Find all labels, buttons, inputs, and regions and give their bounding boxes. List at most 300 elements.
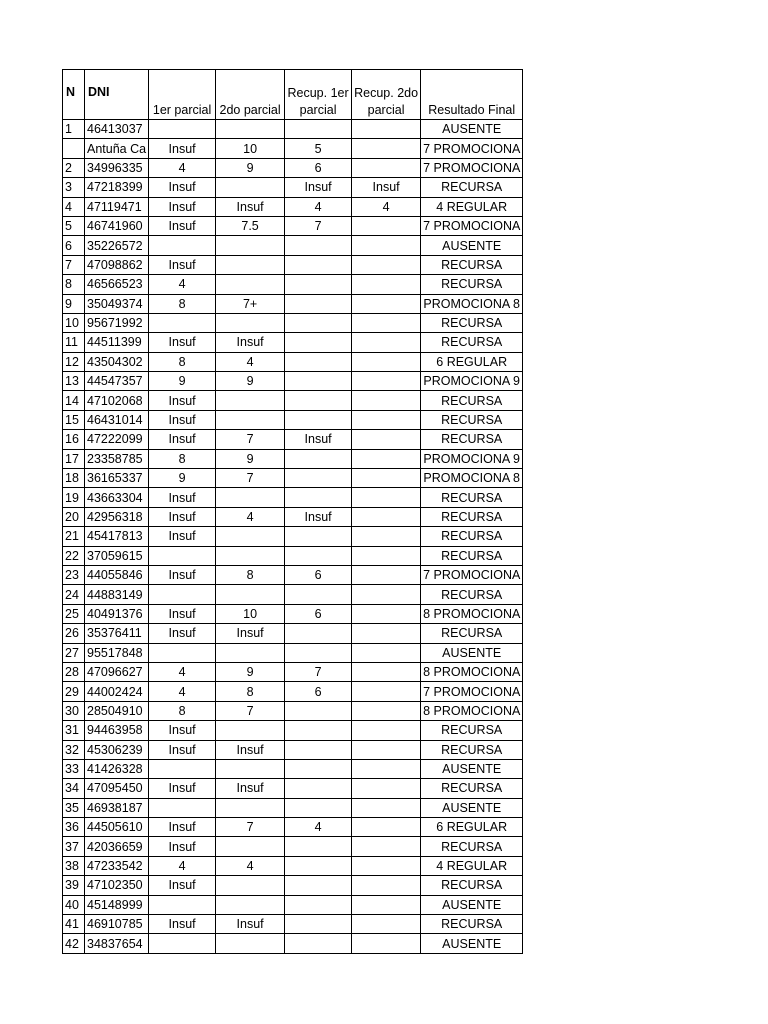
cell-recup-2do-parcial — [352, 934, 421, 953]
cell-recup-1er-parcial — [285, 294, 352, 313]
table-row — [63, 895, 523, 914]
cell-2do-parcial: 7 — [216, 701, 285, 720]
table-row — [63, 216, 523, 235]
cell-n: 31 — [63, 721, 85, 740]
cell-recup-2do-parcial — [352, 216, 421, 235]
cell-recup-1er-parcial — [285, 410, 352, 429]
cell-dni: 44505610 — [85, 818, 149, 837]
cell-resultado-final: RECURSA — [421, 876, 523, 895]
cell-recup-1er-parcial — [285, 469, 352, 488]
cell-1er-parcial: 8 — [149, 449, 216, 468]
cell-n: 6 — [63, 236, 85, 255]
cell-2do-parcial — [216, 643, 285, 662]
cell-n: 16 — [63, 430, 85, 449]
table-row — [63, 236, 523, 255]
cell-dni: 34837654 — [85, 934, 149, 953]
cell-1er-parcial: Insuf — [149, 488, 216, 507]
table-row — [63, 546, 523, 565]
table-row — [63, 372, 523, 391]
cell-recup-2do-parcial — [352, 488, 421, 507]
table-row — [63, 469, 523, 488]
cell-2do-parcial: 7+ — [216, 294, 285, 313]
cell-resultado-final: RECURSA — [421, 430, 523, 449]
cell-1er-parcial: Insuf — [149, 818, 216, 837]
cell-recup-2do-parcial — [352, 372, 421, 391]
cell-resultado-final: 7 PROMOCIONA — [421, 139, 523, 158]
cell-n: 20 — [63, 507, 85, 526]
cell-n: 18 — [63, 469, 85, 488]
cell-1er-parcial — [149, 759, 216, 778]
cell-recup-1er-parcial — [285, 120, 352, 139]
cell-recup-1er-parcial — [285, 701, 352, 720]
cell-n: 1 — [63, 120, 85, 139]
table-row — [63, 391, 523, 410]
cell-recup-1er-parcial: 7 — [285, 662, 352, 681]
cell-recup-1er-parcial — [285, 721, 352, 740]
cell-resultado-final: RECURSA — [421, 740, 523, 759]
table-row — [63, 818, 523, 837]
cell-resultado-final: RECURSA — [421, 915, 523, 934]
cell-n: 37 — [63, 837, 85, 856]
cell-2do-parcial — [216, 391, 285, 410]
table-row — [63, 856, 523, 875]
table-row — [63, 876, 523, 895]
cell-recup-2do-parcial — [352, 682, 421, 701]
cell-1er-parcial: Insuf — [149, 604, 216, 623]
cell-recup-2do-parcial — [352, 624, 421, 643]
cell-recup-2do-parcial — [352, 662, 421, 681]
cell-recup-2do-parcial — [352, 546, 421, 565]
cell-recup-2do-parcial — [352, 430, 421, 449]
cell-1er-parcial: Insuf — [149, 527, 216, 546]
table-row — [63, 934, 523, 953]
cell-1er-parcial: 4 — [149, 856, 216, 875]
cell-recup-2do-parcial — [352, 449, 421, 468]
header-recup-2do-parcial: Recup. 2do parcial — [352, 70, 421, 120]
cell-2do-parcial — [216, 895, 285, 914]
cell-dni: 42036659 — [85, 837, 149, 856]
cell-2do-parcial — [216, 410, 285, 429]
cell-resultado-final: RECURSA — [421, 313, 523, 332]
cell-n: 29 — [63, 682, 85, 701]
table-row — [63, 275, 523, 294]
cell-2do-parcial — [216, 178, 285, 197]
table-row — [63, 701, 523, 720]
cell-2do-parcial: 7.5 — [216, 216, 285, 235]
table-row — [63, 643, 523, 662]
cell-n: 35 — [63, 798, 85, 817]
cell-2do-parcial: 4 — [216, 352, 285, 371]
cell-resultado-final: AUSENTE — [421, 934, 523, 953]
cell-dni: 47119471 — [85, 197, 149, 216]
cell-recup-2do-parcial — [352, 818, 421, 837]
cell-1er-parcial — [149, 643, 216, 662]
cell-2do-parcial: 9 — [216, 662, 285, 681]
cell-recup-1er-parcial: Insuf — [285, 507, 352, 526]
cell-n: 11 — [63, 333, 85, 352]
cell-n: 7 — [63, 255, 85, 274]
cell-resultado-final: RECURSA — [421, 721, 523, 740]
cell-n: 9 — [63, 294, 85, 313]
cell-resultado-final: 7 PROMOCIONA — [421, 158, 523, 177]
cell-dni: 47233542 — [85, 856, 149, 875]
cell-resultado-final: RECURSA — [421, 527, 523, 546]
cell-dni: 44511399 — [85, 333, 149, 352]
cell-recup-2do-parcial — [352, 527, 421, 546]
cell-dni: 47096627 — [85, 662, 149, 681]
cell-1er-parcial: Insuf — [149, 139, 216, 158]
cell-dni: 94463958 — [85, 721, 149, 740]
cell-dni: 36165337 — [85, 469, 149, 488]
header-recup-1er-parcial: Recup. 1er parcial — [285, 70, 352, 120]
header-row — [63, 70, 523, 120]
table-row — [63, 779, 523, 798]
cell-1er-parcial: 9 — [149, 372, 216, 391]
cell-resultado-final: AUSENTE — [421, 236, 523, 255]
cell-n: 14 — [63, 391, 85, 410]
cell-recup-1er-parcial — [285, 643, 352, 662]
cell-recup-1er-parcial: 4 — [285, 197, 352, 216]
cell-resultado-final: 4 REGULAR — [421, 197, 523, 216]
cell-2do-parcial: 7 — [216, 430, 285, 449]
cell-n: 32 — [63, 740, 85, 759]
table-row — [63, 139, 523, 158]
table-row — [63, 294, 523, 313]
cell-recup-2do-parcial — [352, 120, 421, 139]
cell-n: 8 — [63, 275, 85, 294]
cell-n: 12 — [63, 352, 85, 371]
cell-2do-parcial: 9 — [216, 158, 285, 177]
cell-1er-parcial: Insuf — [149, 915, 216, 934]
header-n: N — [63, 70, 85, 120]
header-2do-parcial: 2do parcial — [216, 70, 285, 120]
cell-n: 2 — [63, 158, 85, 177]
cell-recup-2do-parcial — [352, 236, 421, 255]
cell-dni: 95671992 — [85, 313, 149, 332]
cell-dni: 46741960 — [85, 216, 149, 235]
cell-resultado-final: AUSENTE — [421, 643, 523, 662]
cell-resultado-final: RECURSA — [421, 410, 523, 429]
cell-recup-2do-parcial — [352, 701, 421, 720]
cell-2do-parcial: 4 — [216, 507, 285, 526]
cell-dni: 35376411 — [85, 624, 149, 643]
cell-n: 30 — [63, 701, 85, 720]
table-row — [63, 585, 523, 604]
cell-recup-2do-parcial — [352, 643, 421, 662]
cell-2do-parcial — [216, 275, 285, 294]
cell-recup-1er-parcial — [285, 255, 352, 274]
cell-recup-1er-parcial — [285, 934, 352, 953]
cell-2do-parcial: 8 — [216, 682, 285, 701]
cell-resultado-final: RECURSA — [421, 255, 523, 274]
cell-recup-2do-parcial — [352, 507, 421, 526]
cell-1er-parcial — [149, 236, 216, 255]
cell-n: 4 — [63, 197, 85, 216]
table-row — [63, 507, 523, 526]
table-row — [63, 759, 523, 778]
cell-n: 25 — [63, 604, 85, 623]
table-row — [63, 255, 523, 274]
cell-dni: 46910785 — [85, 915, 149, 934]
cell-2do-parcial: Insuf — [216, 915, 285, 934]
cell-n: 34 — [63, 779, 85, 798]
cell-recup-2do-parcial — [352, 798, 421, 817]
cell-n: 39 — [63, 876, 85, 895]
cell-recup-2do-parcial — [352, 740, 421, 759]
cell-2do-parcial — [216, 876, 285, 895]
cell-dni: 44547357 — [85, 372, 149, 391]
cell-2do-parcial: 10 — [216, 604, 285, 623]
cell-resultado-final: RECURSA — [421, 837, 523, 856]
cell-dni: 28504910 — [85, 701, 149, 720]
cell-recup-1er-parcial — [285, 798, 352, 817]
table-row — [63, 313, 523, 332]
cell-1er-parcial — [149, 798, 216, 817]
cell-recup-2do-parcial — [352, 313, 421, 332]
table-row — [63, 158, 523, 177]
cell-resultado-final: 7 PROMOCIONA — [421, 216, 523, 235]
cell-recup-1er-parcial — [285, 759, 352, 778]
cell-dni: 45306239 — [85, 740, 149, 759]
cell-dni: 44883149 — [85, 585, 149, 604]
cell-1er-parcial: Insuf — [149, 410, 216, 429]
cell-2do-parcial: Insuf — [216, 624, 285, 643]
cell-dni: 47095450 — [85, 779, 149, 798]
cell-1er-parcial: 9 — [149, 469, 216, 488]
cell-2do-parcial: 9 — [216, 449, 285, 468]
table-row — [63, 624, 523, 643]
cell-resultado-final: RECURSA — [421, 488, 523, 507]
cell-resultado-final: PROMOCIONA 9 — [421, 372, 523, 391]
cell-resultado-final: RECURSA — [421, 178, 523, 197]
table-row — [63, 430, 523, 449]
cell-1er-parcial: Insuf — [149, 740, 216, 759]
cell-recup-2do-parcial — [352, 895, 421, 914]
cell-1er-parcial: Insuf — [149, 779, 216, 798]
cell-1er-parcial: Insuf — [149, 565, 216, 584]
cell-recup-2do-parcial — [352, 604, 421, 623]
cell-recup-1er-parcial — [285, 352, 352, 371]
cell-2do-parcial — [216, 934, 285, 953]
cell-dni: 47098862 — [85, 255, 149, 274]
cell-n: 3 — [63, 178, 85, 197]
cell-resultado-final: 8 PROMOCIONA — [421, 701, 523, 720]
cell-1er-parcial: Insuf — [149, 876, 216, 895]
header-resultado-final: Resultado Final — [421, 70, 523, 120]
cell-recup-1er-parcial — [285, 275, 352, 294]
cell-dni: 42956318 — [85, 507, 149, 526]
cell-n: 28 — [63, 662, 85, 681]
cell-dni: 44055846 — [85, 565, 149, 584]
cell-dni: 95517848 — [85, 643, 149, 662]
cell-2do-parcial — [216, 120, 285, 139]
cell-recup-1er-parcial — [285, 585, 352, 604]
cell-1er-parcial: 4 — [149, 662, 216, 681]
cell-recup-1er-parcial — [285, 488, 352, 507]
cell-n: 33 — [63, 759, 85, 778]
cell-dni: 23358785 — [85, 449, 149, 468]
cell-2do-parcial — [216, 255, 285, 274]
cell-recup-1er-parcial: 5 — [285, 139, 352, 158]
cell-2do-parcial: 10 — [216, 139, 285, 158]
cell-n: 38 — [63, 856, 85, 875]
cell-recup-1er-parcial — [285, 527, 352, 546]
cell-dni: 35049374 — [85, 294, 149, 313]
cell-recup-2do-parcial — [352, 275, 421, 294]
cell-resultado-final: 6 REGULAR — [421, 352, 523, 371]
cell-n: 41 — [63, 915, 85, 934]
table-row — [63, 488, 523, 507]
cell-n: 21 — [63, 527, 85, 546]
cell-recup-2do-parcial — [352, 294, 421, 313]
table-row — [63, 837, 523, 856]
cell-2do-parcial: Insuf — [216, 333, 285, 352]
cell-n: 13 — [63, 372, 85, 391]
cell-dni: 46566523 — [85, 275, 149, 294]
cell-2do-parcial — [216, 585, 285, 604]
cell-dni: 44002424 — [85, 682, 149, 701]
table-row — [63, 662, 523, 681]
cell-2do-parcial — [216, 837, 285, 856]
cell-1er-parcial: 4 — [149, 682, 216, 701]
cell-n: 10 — [63, 313, 85, 332]
cell-dni: 35226572 — [85, 236, 149, 255]
cell-2do-parcial: 7 — [216, 469, 285, 488]
cell-2do-parcial: 8 — [216, 565, 285, 584]
cell-n: 22 — [63, 546, 85, 565]
cell-resultado-final: 8 PROMOCIONA — [421, 662, 523, 681]
cell-2do-parcial — [216, 759, 285, 778]
cell-resultado-final: RECURSA — [421, 779, 523, 798]
cell-n: 40 — [63, 895, 85, 914]
cell-recup-2do-parcial — [352, 915, 421, 934]
cell-recup-1er-parcial — [285, 372, 352, 391]
cell-recup-1er-parcial: Insuf — [285, 178, 352, 197]
table-row — [63, 721, 523, 740]
cell-2do-parcial: 9 — [216, 372, 285, 391]
cell-recup-1er-parcial — [285, 876, 352, 895]
cell-recup-2do-parcial — [352, 565, 421, 584]
cell-resultado-final: RECURSA — [421, 333, 523, 352]
cell-1er-parcial: Insuf — [149, 197, 216, 216]
cell-2do-parcial: Insuf — [216, 779, 285, 798]
cell-1er-parcial: 4 — [149, 158, 216, 177]
cell-resultado-final: AUSENTE — [421, 759, 523, 778]
cell-n: 42 — [63, 934, 85, 953]
cell-n: 26 — [63, 624, 85, 643]
cell-resultado-final: RECURSA — [421, 275, 523, 294]
cell-n: 24 — [63, 585, 85, 604]
cell-recup-1er-parcial: 7 — [285, 216, 352, 235]
cell-resultado-final: 6 REGULAR — [421, 818, 523, 837]
cell-recup-2do-parcial — [352, 837, 421, 856]
cell-1er-parcial: 8 — [149, 294, 216, 313]
cell-2do-parcial — [216, 721, 285, 740]
cell-1er-parcial — [149, 585, 216, 604]
cell-recup-2do-parcial — [352, 721, 421, 740]
header-1er-parcial: 1er parcial — [149, 70, 216, 120]
cell-resultado-final: 7 PROMOCIONA — [421, 682, 523, 701]
cell-dni: 47222099 — [85, 430, 149, 449]
cell-2do-parcial — [216, 546, 285, 565]
cell-1er-parcial — [149, 546, 216, 565]
header-dni: DNI — [85, 70, 149, 120]
cell-2do-parcial — [216, 236, 285, 255]
cell-1er-parcial — [149, 934, 216, 953]
cell-resultado-final: AUSENTE — [421, 120, 523, 139]
cell-resultado-final: PROMOCIONA 9 — [421, 449, 523, 468]
cell-1er-parcial: Insuf — [149, 178, 216, 197]
cell-dni: 34996335 — [85, 158, 149, 177]
table-row — [63, 740, 523, 759]
cell-n: 23 — [63, 565, 85, 584]
cell-dni: 47102068 — [85, 391, 149, 410]
cell-recup-2do-parcial — [352, 856, 421, 875]
cell-n: 19 — [63, 488, 85, 507]
cell-1er-parcial: Insuf — [149, 721, 216, 740]
cell-dni: 41426328 — [85, 759, 149, 778]
cell-1er-parcial: Insuf — [149, 255, 216, 274]
cell-recup-1er-parcial — [285, 837, 352, 856]
cell-1er-parcial: 8 — [149, 701, 216, 720]
table-row — [63, 798, 523, 817]
cell-dni: 45148999 — [85, 895, 149, 914]
cell-n — [63, 139, 85, 158]
cell-n: 15 — [63, 410, 85, 429]
cell-resultado-final: 8 PROMOCIONA — [421, 604, 523, 623]
cell-resultado-final: AUSENTE — [421, 798, 523, 817]
cell-dni: 46938187 — [85, 798, 149, 817]
table-row — [63, 565, 523, 584]
cell-resultado-final: AUSENTE — [421, 895, 523, 914]
cell-resultado-final: PROMOCIONA 8 — [421, 469, 523, 488]
cell-resultado-final: RECURSA — [421, 585, 523, 604]
cell-1er-parcial: Insuf — [149, 837, 216, 856]
cell-n: 17 — [63, 449, 85, 468]
cell-recup-2do-parcial — [352, 410, 421, 429]
cell-2do-parcial: Insuf — [216, 197, 285, 216]
cell-1er-parcial: Insuf — [149, 507, 216, 526]
cell-recup-1er-parcial: 6 — [285, 565, 352, 584]
cell-resultado-final: 4 REGULAR — [421, 856, 523, 875]
table-row — [63, 333, 523, 352]
cell-recup-2do-parcial — [352, 876, 421, 895]
cell-n: 27 — [63, 643, 85, 662]
cell-1er-parcial — [149, 313, 216, 332]
cell-resultado-final: RECURSA — [421, 391, 523, 410]
cell-dni: 37059615 — [85, 546, 149, 565]
cell-dni: 46431014 — [85, 410, 149, 429]
cell-recup-1er-parcial — [285, 391, 352, 410]
table-row — [63, 120, 523, 139]
cell-recup-1er-parcial: 4 — [285, 818, 352, 837]
cell-resultado-final: RECURSA — [421, 624, 523, 643]
cell-resultado-final: RECURSA — [421, 546, 523, 565]
table-row — [63, 178, 523, 197]
table-row — [63, 682, 523, 701]
cell-1er-parcial: Insuf — [149, 624, 216, 643]
cell-1er-parcial — [149, 120, 216, 139]
cell-recup-2do-parcial: Insuf — [352, 178, 421, 197]
cell-recup-2do-parcial — [352, 759, 421, 778]
cell-recup-1er-parcial — [285, 236, 352, 255]
cell-recup-1er-parcial: 6 — [285, 158, 352, 177]
cell-dni: Antuña Ca — [85, 139, 149, 158]
cell-recup-1er-parcial — [285, 313, 352, 332]
cell-recup-2do-parcial — [352, 469, 421, 488]
table-row — [63, 410, 523, 429]
table-row — [63, 197, 523, 216]
